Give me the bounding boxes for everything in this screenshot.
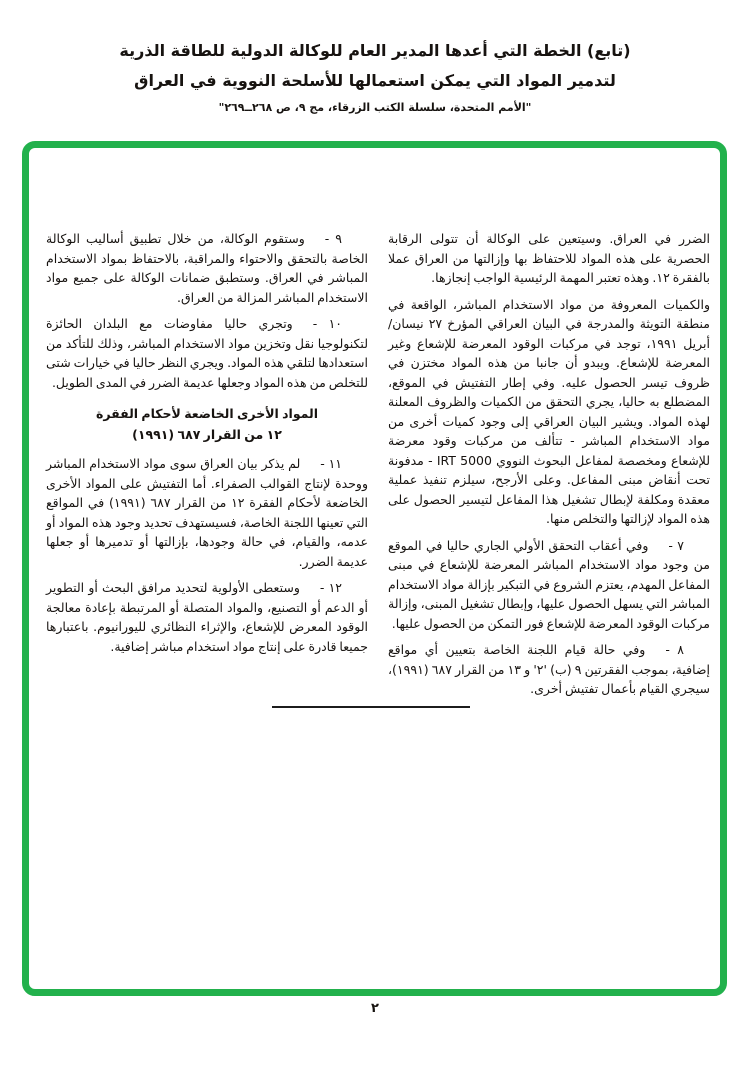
paragraph-11-text: لم يذكر بيان العراق سوى مواد الاستخدام المباشر ووحدة لإنتاج القوالب الصفراء. أما التفتيش على المواد الأخرى الخاضعة لأحكام الفقرة ١٢ من القرار ٦٨٧ (١٩٩١) في المواقع التي تعينها اللجنة الخاصة، فسيستهدف تحديد وجود هذه المواد أو عدمه، والقيام، في حالة وجودها، بإزالتها أو تدميرها أو جعلها عديمة الضرر. bbox=[46, 456, 368, 569]
paragraph-6-continuation: الضرر في العراق. وسيتعين على الوكالة أن تتولى الرقابة الحصرية على هذه المواد للاحتفاظ بها وإزالتها من العراق عملا بالفقرة ١٢. وهذه تعتبر المهمة الرئيسية الواجب إنجازها. bbox=[388, 231, 710, 285]
document-title-line-2: لتدمير المواد التي يمكن استعمالها للأسلحة النووية في العراق bbox=[134, 71, 616, 90]
body-columns bbox=[45, 229, 710, 706]
section-heading-line-1: المواد الأخرى الخاضعة لأحكام الفقرة bbox=[95, 406, 319, 421]
column-right bbox=[388, 229, 710, 706]
document-title-line-1: (تابع) الخطة التي أعدها المدير العام للوكالة الدولية للطاقة الذرية bbox=[119, 41, 631, 60]
paragraph-12-text: وستعطى الأولوية لتحديد مرافق البحث أو التطوير أو الدعم أو التصنيع، والمواد المتصلة أو المرتبطة بإعادة معالجة الوقود المعرض للإشعاع، والإثراء النظائري لليورانيوم. باعتبارها جميعا قادرة على إنتاج مواد استخدام مباشر إضافية. bbox=[46, 580, 368, 654]
column-left bbox=[46, 229, 368, 706]
paragraph-10-number: ١٠ - bbox=[312, 316, 343, 331]
document-header bbox=[0, 40, 750, 115]
paragraph-9-text: وستقوم الوكالة، من خلال تطبيق أساليب الوكالة الخاصة بالتحقق والاحتواء والمراقبة، بالاحتفاظ بمواد الاستخدام المباشر في العراق. وستطبق ضمانات الوكالة على جميع مواد الاستخدام المباشر المزالة من العراق. bbox=[46, 231, 368, 305]
paragraph-6-quantities: والكميات المعروفة من مواد الاستخدام المباشر، الواقعة في منطقة التويثة والمدرجة في البيان العراقي المؤرخ ٢٧ نيسان/أبريل ١٩٩١، توجد في مركبات الوقود المعرضة للإشعاع وغير المعرضة للإشعاع. ويبدو أن جانبا من هذه المواد مختزن في ظروف تيسر الحصول عليه. وفي إطار التفتيش في الموقع، المضطلع به حاليا، يجري التحقق من الكميات والظروف المعلنة لهذه المواد. ويشير البيان العراقي إلى وجود كميات أخرى من مواد الاستخدام المباشر - تتألف من مركبات وقود معرضة للإشعاع ومخصصة لمفاعل البحوث النووي IRT 5000 - مدفونة تحت أنقاض مبنى المفاعل. وعلى الأرجح، سيلزم تنفيذ عملية معقدة ومكلفة لإبطال تشغيل هذا المفاعل لتيسير الحصول على هذه المواد لإزالتها والتخلص منها. bbox=[388, 296, 711, 526]
paragraph-12-number: ١٢ - bbox=[319, 580, 342, 595]
paragraph-11-number: ١١ - bbox=[320, 456, 342, 471]
paragraph-7-number: ٧ - bbox=[668, 537, 685, 553]
paragraph-7 bbox=[388, 536, 710, 634]
section-heading bbox=[46, 403, 368, 445]
paragraph-8-number: ٨ - bbox=[665, 642, 685, 657]
paragraph-10-text: وتجري حاليا مفاوضات مع البلدان الحائزة لتكنولوجيا نقل وتخزين مواد الاستخدام المباشر، وذلك للتأكد من استعدادها لتلقي هذه المواد. ويجري النظر حاليا في خيارات شتى للتخلص من هذه المواد وجعلها عديمة الضرر في المدى الطويل. bbox=[46, 316, 368, 390]
paragraph-8 bbox=[388, 640, 710, 699]
paragraph-7-text: وفي أعقاب التحقق الأولي الجاري حاليا في الموقع من وجود مواد الاستخدام المباشر المعرضة للإشعاع في مبنى المفاعل المهدم، يعتزم الشروع في التبكير بإزالة مواد الاستخدام المباشر التي يسهل الحصول عليها، وإبطال تشغيل المبنى، وإزالة مركبات الوقود المعرضة للإشعاع فور التمكن من الحصول عليها. bbox=[388, 537, 710, 631]
footnote-divider-rule bbox=[272, 706, 470, 708]
paragraph-9-number: ٩ - bbox=[324, 231, 343, 246]
document-source-citation: "الأمم المتحدة، سلسلة الكتب الزرقاء، مج ٩، ص ٢٦٨ــ٢٦٩" bbox=[218, 101, 532, 114]
paragraph-10 bbox=[46, 314, 368, 392]
paragraph-8-text: وفي حالة قيام اللجنة الخاصة بتعيين أي مواقع إضافية، بموجب الفقرتين ٩ (ب) '٢' و ١٣ من القرار ٦٨٧ (١٩٩١)، سيجري القيام بأعمال تفتيش أخرى. bbox=[388, 642, 710, 696]
paragraph-11 bbox=[46, 454, 368, 571]
section-heading-line-2: ١٢ من القرار ٦٨٧ (١٩٩١) bbox=[132, 427, 282, 442]
page-number: ٢ bbox=[371, 1001, 379, 1016]
paragraph-12 bbox=[46, 578, 368, 656]
paragraph-9 bbox=[46, 229, 368, 307]
